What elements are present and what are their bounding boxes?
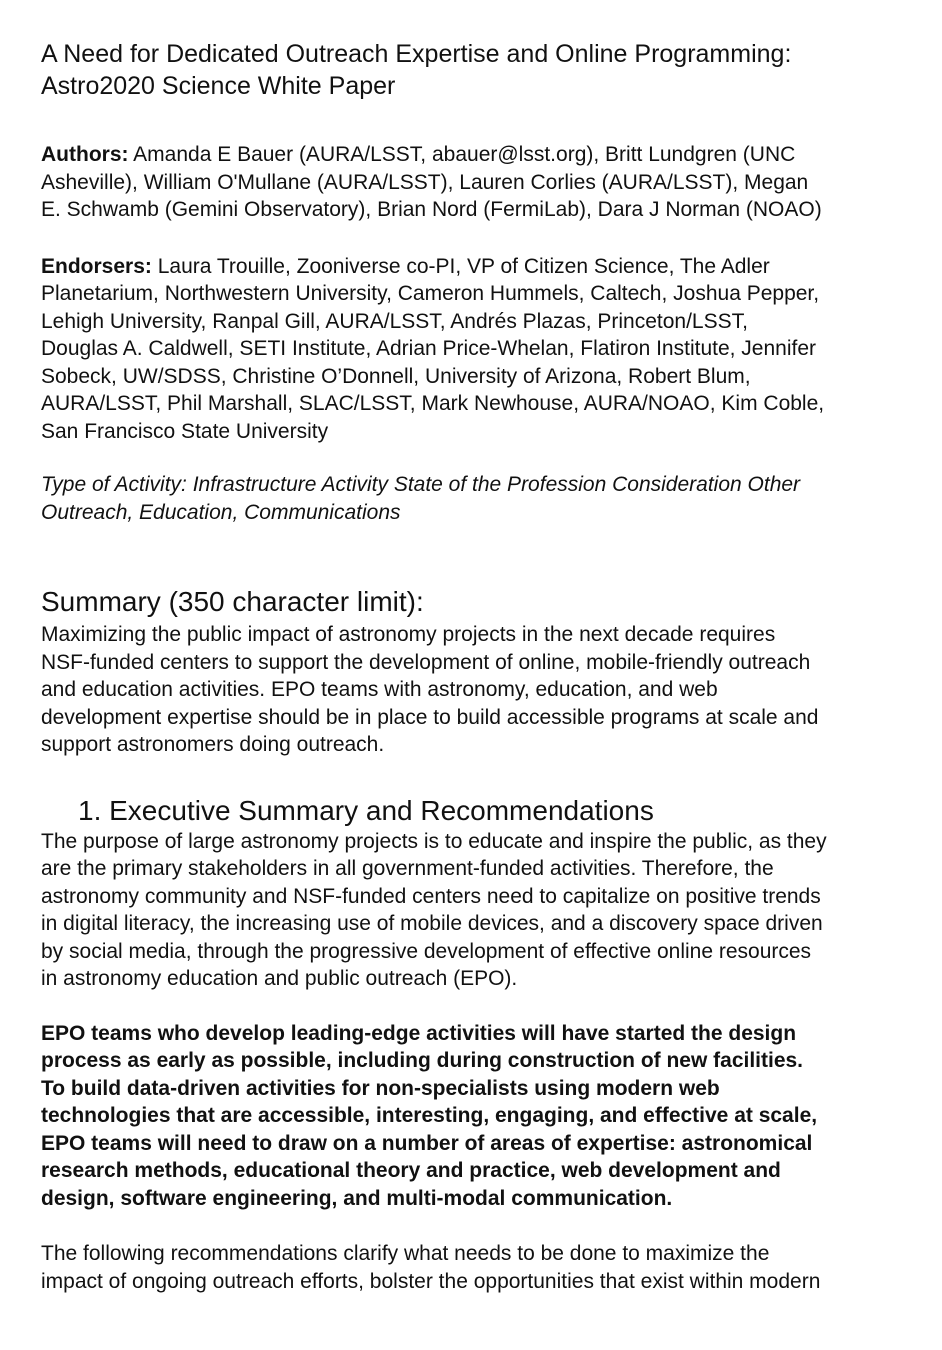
authors-line: Amanda E Bauer (AURA/LSST, abauer@lsst.org), Britt Lundgren (UNC [128,143,796,166]
summary-line: Maximizing the public impact of astronomy projects in the next decade requires [41,623,776,646]
paragraph-line: technologies that are accessible, interesting, engaging, and effective at scale, [41,1104,818,1127]
paragraph-line: design, software engineering, and multi-modal communication. [41,1186,673,1210]
endorsers-label: Endorsers: [41,254,152,278]
summary-line: NSF-funded centers to support the development of online, mobile-friendly outreach [41,650,811,674]
section-paragraph [41,1240,921,1295]
authors-line: Asheville), William O'Mullane (AURA/LSST), Lauren Corlies (AURA/LSST), Megan [41,170,809,194]
endorsers-line: AURA/LSST, Phil Marshall, SLAC/LSST, Mark Newhouse, AURA/NOAO, Kim Coble, [41,392,825,415]
paragraph-line: astronomy community and NSF-funded centers need to capitalize on positive trends [41,884,821,908]
section-paragraph-bold [41,1020,921,1213]
paragraph-line: process as early as possible, including during construction of new facilities. [41,1049,804,1072]
paragraph-line: The following recommendations clarify what needs to be done to maximize the [41,1242,770,1265]
document-page [41,38,921,1295]
summary-heading: Summary (350 character limit): [41,586,424,617]
activity-line: Type of Activity: Infrastructure Activity State of the Profession Consideration Other [41,473,801,496]
endorsers-line: Laura Trouille, Zooniverse co-PI, VP of Citizen Science, The Adler [151,254,770,278]
authors-block [41,141,921,224]
paper-title [41,38,921,102]
paragraph-line: impact of ongoing outreach efforts, bolster the opportunities that exist within modern [41,1269,821,1293]
paragraph-line: by social media, through the progressive development of effective online resources [41,939,812,963]
summary-line: development expertise should be in place to build accessible programs at scale and [41,705,819,729]
paper-title-line-2: Astro2020 Science White Paper [41,72,396,100]
section-heading: 1. Executive Summary and Recommendations [78,794,654,826]
authors-line: E. Schwamb (Gemini Observatory), Brian Nord (FermiLab), Dara J Norman (NOAO) [41,198,822,221]
activity-line: Outreach, Education, Communications [41,500,401,524]
summary-text [41,621,921,759]
endorsers-line: Sobeck, UW/SDSS, Christine O’Donnell, University of Arizona, Robert Blum, [41,364,751,388]
section-paragraph [41,828,921,993]
endorsers-block [41,253,921,446]
paragraph-line: EPO teams will need to draw on a number of areas of expertise: astronomical [41,1131,813,1155]
paragraph-line: in digital literacy, the increasing use of mobile devices, and a discovery space driven [41,912,823,935]
endorsers-line: Planetarium, Northwestern University, Cameron Hummels, Caltech, Joshua Pepper, [41,282,820,305]
paragraph-line: in astronomy education and public outreach (EPO). [41,967,518,990]
endorsers-line: San Francisco State University [41,419,329,443]
summary-line: support astronomers doing outreach. [41,733,385,756]
paragraph-line: EPO teams who develop leading-edge activities will have started the design [41,1021,797,1045]
paragraph-line: To build data-driven activities for non-specialists using modern web [41,1076,720,1100]
paper-title-line-1: A Need for Dedicated Outreach Expertise and Online Programming: [41,40,792,68]
paragraph-line: are the primary stakeholders in all government-funded activities. Therefore, the [41,857,774,880]
paragraph-line: research methods, educational theory and practice, web development and [41,1159,781,1182]
authors-label: Authors: [41,143,129,166]
activity-type [41,471,921,526]
summary-line: and education activities. EPO teams with astronomy, education, and web [41,678,718,701]
endorsers-line: Lehigh University, Ranpal Gill, AURA/LSST, Andrés Plazas, Princeton/LSST, [41,309,748,333]
paragraph-line: The purpose of large astronomy projects is to educate and inspire the public, as they [41,829,827,853]
endorsers-line: Douglas A. Caldwell, SETI Institute, Adrian Price-Whelan, Flatiron Institute, Jennifer [41,337,817,360]
